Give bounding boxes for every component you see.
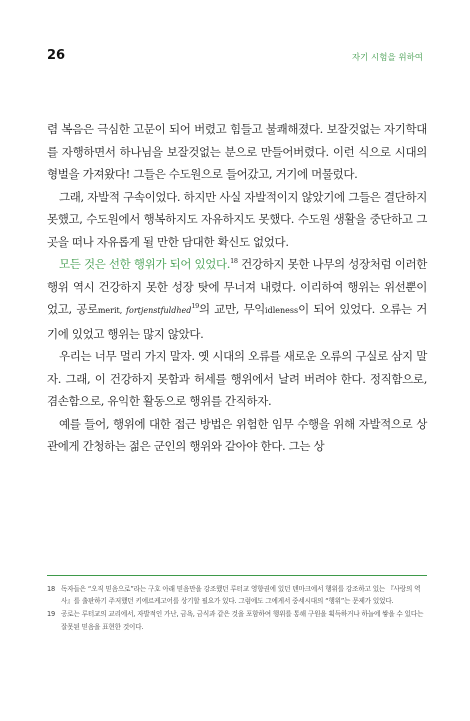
term-idleness: idleness <box>265 306 299 315</box>
paragraph-2: 그래, 자발적 구속이었다. 하지만 사실 자발적이지 않았기에 그들은 결단하지 못했고, 수도원에서 행복하지도 자유하지도 못했다. 수도원 생활을 중단하고 그곳을 떠나 자유롭게 될 만한 담대한 확신도 없었다. <box>47 189 427 249</box>
footnotes <box>47 583 427 634</box>
footnote-number: 19 <box>47 610 56 619</box>
paragraph-1: 렴 복음은 극심한 고문이 되어 버렸고 힘들고 불쾌해졌다. 보잘것없는 자기학대를 자행하면서 하나님을 보잘것없는 분으로 만들어버렸다. 이런 식으로 시대의 형벌을 가져왔다! 그들은 수도원으로 들어갔고, 거기에 머물렀다. <box>47 122 427 181</box>
footnote-ref-18: 18 <box>230 257 238 266</box>
footnote-text: 공로는 루터교의 교리에서, 자발적인 가난, 금욕, 금식과 같은 것을 포함하여 행위를 통해 구원을 획득하거나 하늘에 쌓을 수 있다는 잘못된 믿음을 표현한 것이다. <box>61 610 424 631</box>
page-number: 26 <box>47 48 66 63</box>
footnote-number: 18 <box>47 585 56 593</box>
body-text <box>47 118 427 458</box>
footnote-text: 독자들은 “오직 믿음으로”라는 구호 아래 믿음만을 강조했던 루터교 영향권에 있던 덴마크에서 행위를 강조하고 있는 『사랑의 역사』를 출판하기 주저했던 키에르케고어를 상기할 필요가 있다. 그럼에도 그에게서 중세시대의 “행위”는 문제가 있었다. <box>61 585 421 606</box>
paragraph-3-text-b: 의 교만, 무익 <box>198 302 266 316</box>
paragraph-3 <box>47 253 427 345</box>
paragraph-3-text-c: 이 되어 있었다. 오류는 거기에 있었고 행위는 많지 않았다. <box>47 302 427 341</box>
footnote-19 <box>47 608 427 632</box>
paragraph-3-text-a: 건강하지 못한 나무의 성장처럼 이러한 행위 역시 건강하지 못한 성장 탓에 무너져 내렸다. 이리하여 행위는 위선뿐이었고, 공로 <box>47 257 427 316</box>
footnote-ref-19: 19 <box>191 302 199 311</box>
highlighted-quote: 모든 것은 선한 행위가 되어 있었다. <box>59 257 231 271</box>
term-merit: merit, <box>97 306 127 315</box>
paragraph-4: 우리는 너무 멀리 가지 말자. 옛 시대의 오류를 새로운 오류의 구실로 삼지 말자. 그래, 이 건강하지 못함과 허세를 행위에서 날려 버려야 한다. 정직함으로, 겸손함으로, 유익한 활동으로 행위를 간직하자. <box>47 349 427 408</box>
running-head: 자기 시험을 위하여 <box>351 53 423 63</box>
footnote-divider <box>47 575 427 576</box>
footnote-18 <box>47 583 427 607</box>
term-danish: fortjenstfuldhed <box>126 306 192 315</box>
paragraph-5: 예를 들어, 행위에 대한 접근 방법은 위험한 임무 수행을 위해 자발적으로 상관에게 간청하는 젊은 군인의 행위와 같아야 한다. 그는 상 <box>47 416 427 453</box>
